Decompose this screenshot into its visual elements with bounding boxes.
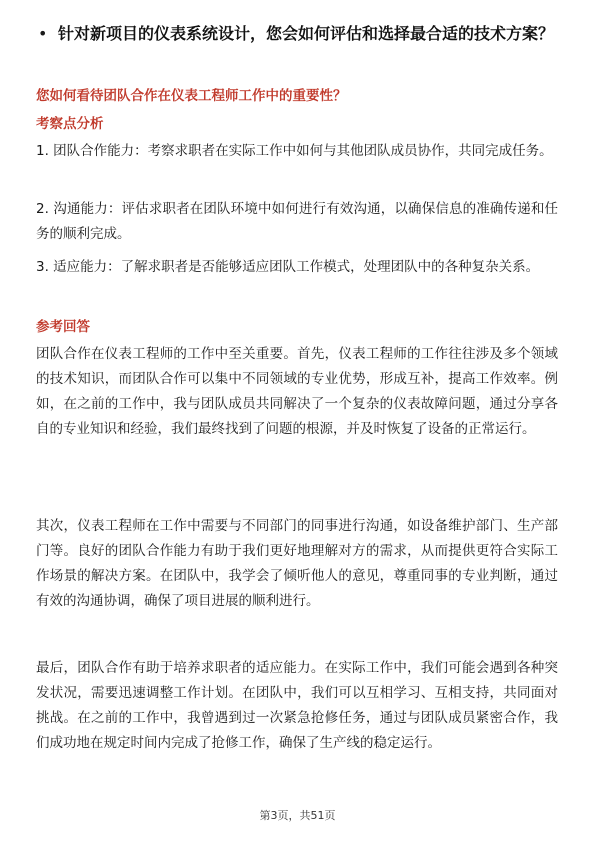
answer-paragraph-3: 最后，团队合作有助于培养求职者的适应能力。在实际工作中，我们可能会遇到各种突发状况，需要迅速调整工作计划。在团队中，我们可以互相学习、互相支持，共同面对挑战。在之前的工作中，我曾遇到过一次紧急抢修任务，通过与团队成员紧密合作，我们成功地在规定时间内完成了抢修工作，确保了生产线的稳定运行。 xyxy=(36,660,558,751)
analysis-heading: 考察点分析 xyxy=(36,116,104,132)
previous-question-bullet xyxy=(38,22,568,46)
analysis-item-1: 1. 团队合作能力：考察求职者在实际工作中如何与其他团队成员协作，共同完成任务。 xyxy=(36,143,553,159)
previous-question-text: 针对新项目的仪表系统设计，您会如何评估和选择最合适的技术方案？ xyxy=(58,24,555,43)
bullet-icon: • xyxy=(38,24,48,43)
analysis-item-3: 3. 适应能力：了解求职者是否能够适应团队工作模式，处理团队中的各种复杂关系。 xyxy=(36,259,540,275)
answer-paragraph-2: 其次，仪表工程师在工作中需要与不同部门的同事进行沟通，如设备维护部门、生产部门等。良好的团队合作能力有助于我们更好地理解对方的需求，从而提供更符合实际工作场景的解决方案。在团队中，我学会了倾听他人的意见，尊重同事的专业判断，通过有效的沟通协调，确保了项目进展的顺利进行。 xyxy=(36,518,558,609)
answer-heading: 参考回答 xyxy=(36,319,90,335)
interview-question: 您如何看待团队合作在仪表工程师工作中的重要性？ xyxy=(36,88,347,104)
answer-paragraph-1: 团队合作在仪表工程师的工作中至关重要。首先，仪表工程师的工作往往涉及多个领域的技术知识，而团队合作可以集中不同领域的专业优势，形成互补，提高工作效率。例如，在之前的工作中，我与团队成员共同解决了一个复杂的仪表故障问题，通过分享各自的专业知识和经验，我们最终找到了问题的根源，并及时恢复了设备的正常运行。 xyxy=(36,346,558,437)
analysis-item-2: 2. 沟通能力：评估求职者在团队环境中如何进行有效沟通，以确保信息的准确传递和任务的顺利完成。 xyxy=(36,201,558,242)
page-number-footer: 第3页，共51页 xyxy=(259,809,336,822)
